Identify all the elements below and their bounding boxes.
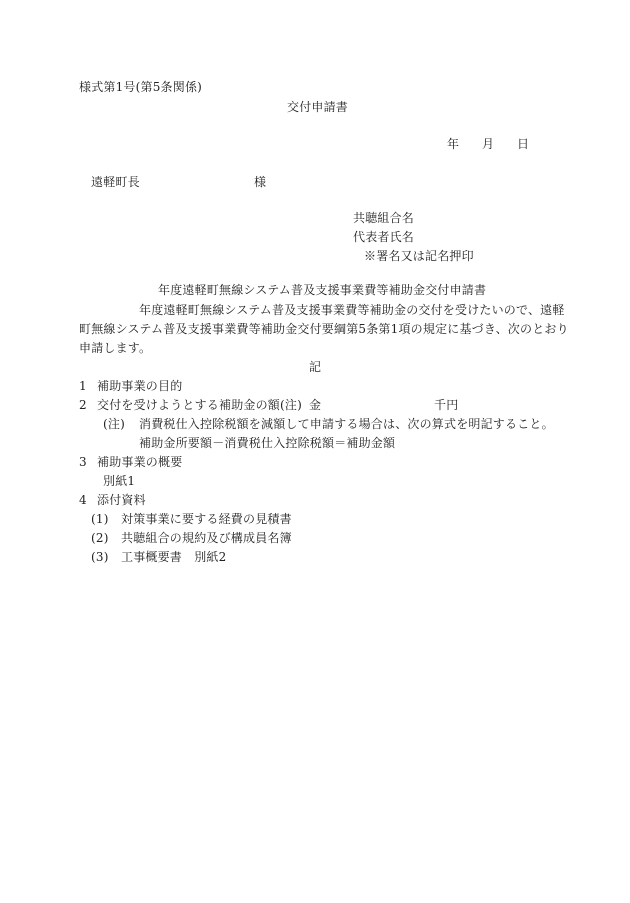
applicant-org-label: 共聴組合名 (353, 211, 415, 225)
item-1-label: 補助事業の目的 (97, 379, 183, 393)
item-2-unit: 千円 (434, 398, 459, 412)
note-label: (注) (103, 417, 125, 431)
signature-note: ※署名又は記名押印 (364, 249, 474, 263)
form-number: 様式第1号(第5条関係) (79, 80, 203, 94)
ki-heading: 記 (309, 360, 322, 374)
addressee-name: 遠軽町長 (91, 175, 140, 189)
attachment-2-text: 共聴組合の規約及び構成員名簿 (121, 531, 292, 545)
attachment-1-number: (1) (91, 512, 109, 526)
attachment-3-text: 工事概要書 別紙2 (121, 550, 227, 564)
formula-text: 補助金所要額－消費税仕入控除税額＝補助金額 (139, 436, 396, 450)
note-text: 消費税仕入控除税額を減額して申請する場合は、次の算式を明記すること。 (139, 417, 554, 431)
item-2-label: 交付を受けようとする補助金の額(注) (97, 398, 302, 412)
body-line-1: 年度遠軽町無線システム普及支援事業費等補助金の交付を受けたいので、遠軽 (139, 303, 565, 317)
applicant-rep-label: 代表者氏名 (353, 230, 415, 244)
date-year-label: 年 (447, 137, 460, 151)
item-3-sub: 別紙1 (103, 474, 136, 488)
item-3-label: 補助事業の概要 (97, 455, 183, 469)
date-month-label: 月 (482, 137, 495, 151)
item-4-label: 添付資料 (97, 493, 146, 507)
item-3-number: 3 (79, 455, 87, 469)
document-title: 交付申請書 (287, 100, 349, 114)
body-line-3: 申請します。 (79, 341, 152, 355)
item-2-kin: 金 (309, 398, 322, 412)
date-day-label: 日 (517, 137, 530, 151)
item-4-number: 4 (79, 493, 87, 507)
item-2-number: 2 (79, 398, 87, 412)
attachment-2-number: (2) (91, 531, 109, 545)
attachment-1-text: 対策事業に要する経費の見積書 (121, 512, 292, 526)
body-line-2: 町無線システム普及支援事業費等補助金交付要綱第5条第1項の規定に基づき、次のとおり (79, 322, 569, 336)
subject-heading: 年度遠軽町無線システム普及支援事業費等補助金交付申請書 (158, 283, 487, 297)
addressee-honorific: 様 (254, 175, 267, 189)
item-1-number: 1 (79, 379, 87, 393)
attachment-3-number: (3) (91, 550, 109, 564)
